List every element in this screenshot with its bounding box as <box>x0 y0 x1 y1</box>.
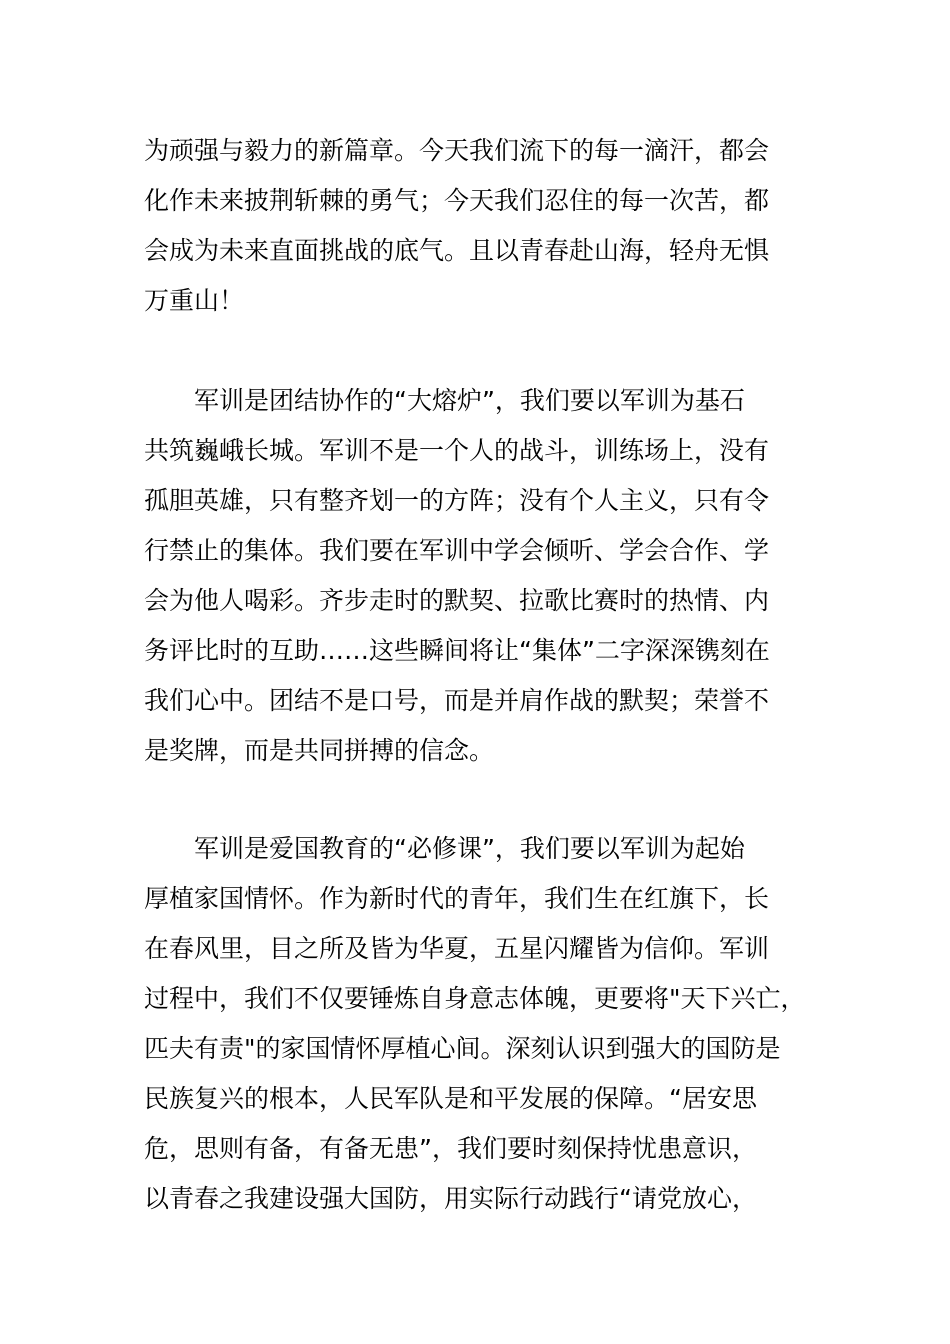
paragraph-3 <box>144 824 814 1224</box>
text-line: 军训是团结协作的“大熔炉”，我们要以军训为基石 <box>144 386 745 415</box>
text-line: 过程中，我们不仅要锤炼自身意志体魄，更要将"天下兴亡， <box>144 984 806 1013</box>
text-line: 是奖牌，而是共同拼搏的信念。 <box>144 736 495 765</box>
text-line: 孤胆英雄，只有整齐划一的方阵；没有个人主义，只有令 <box>144 486 770 515</box>
text-line: 我们心中。团结不是口号，而是并肩作战的默契；荣誉不 <box>144 686 770 715</box>
text-line: 以青春之我建设强大国防，用实际行动践行“请党放心， <box>144 1184 757 1213</box>
text-line: 务评比时的互助……这些瞬间将让“集体”二字深深镌刻在 <box>144 636 770 665</box>
text-line: 危，思则有备，有备无患”，我们要时刻保持忧患意识， <box>144 1134 757 1163</box>
text-line: 会为他人喝彩。齐步走时的默契、拉歌比赛时的热情、内 <box>144 586 770 615</box>
text-line: 匹夫有责"的家国情怀厚植心间。深刻认识到强大的国防是 <box>144 1034 781 1063</box>
paragraph-2 <box>144 376 814 776</box>
text-line: 万重山！ <box>144 286 245 315</box>
text-line: 为顽强与毅力的新篇章。今天我们流下的每一滴汗，都会 <box>144 136 770 165</box>
text-line: 民族复兴的根本，人民军队是和平发展的保障。“居安思 <box>144 1084 757 1113</box>
text-line: 军训是爱国教育的“必修课”，我们要以军训为起始 <box>144 834 745 863</box>
paragraph-1 <box>144 126 814 326</box>
text-line: 共筑巍峨长城。军训不是一个人的战斗，训练场上，没有 <box>144 436 770 465</box>
text-line: 行禁止的集体。我们要在军训中学会倾听、学会合作、学 <box>144 536 770 565</box>
text-line: 会成为未来直面挑战的底气。且以青春赴山海，轻舟无惧 <box>144 236 770 265</box>
text-line: 化作未来披荆斩棘的勇气；今天我们忍住的每一次苦，都 <box>144 186 770 215</box>
text-line: 厚植家国情怀。作为新时代的青年，我们生在红旗下，长 <box>144 884 770 913</box>
text-line: 在春风里，目之所及皆为华夏，五星闪耀皆为信仰。军训 <box>144 934 770 963</box>
